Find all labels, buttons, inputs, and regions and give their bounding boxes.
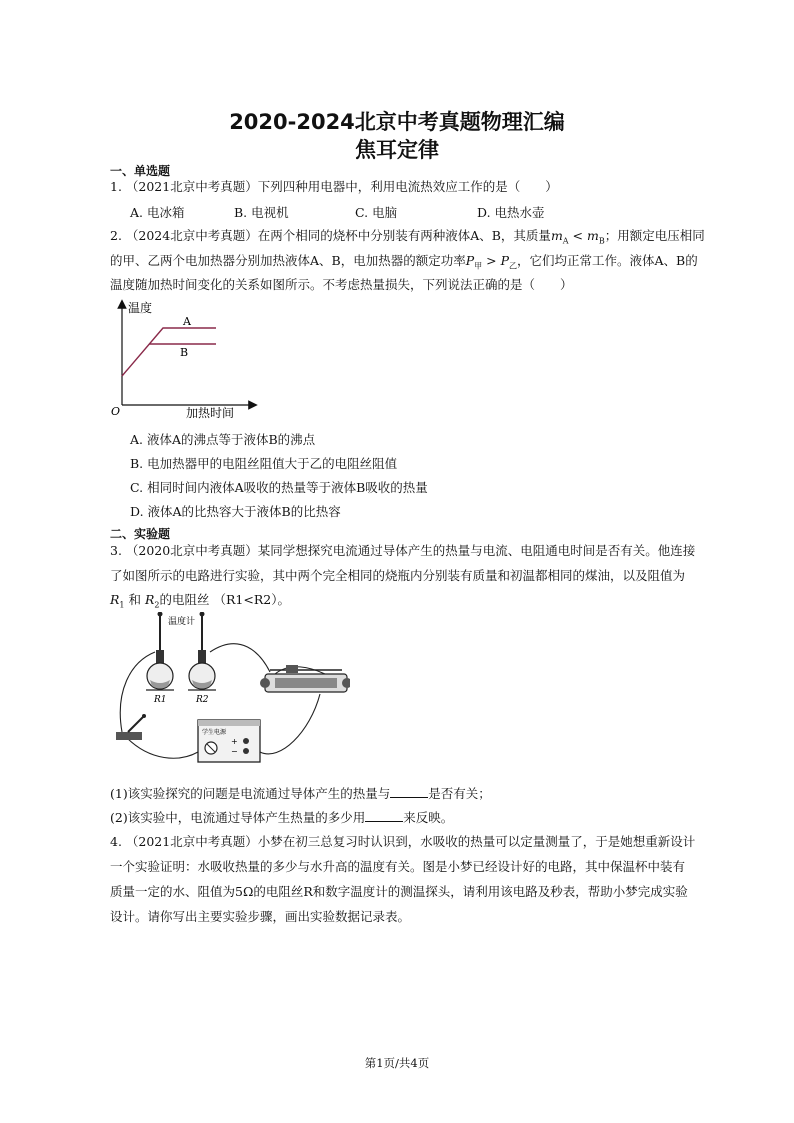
question-3-stem-line3: $R_1$ 和 $R_2$的电阻丝 （R1<R2）。	[110, 592, 290, 610]
question-3-sub1: (1)该实验探究的问题是电流通过导体产生的热量与 是否有关；	[110, 786, 491, 801]
svg-text:+: +	[231, 737, 238, 746]
question-1-stem: 1. （2021北京中考真题）下列四种用电器中，利用电流热效应工作的是（ ）	[110, 179, 558, 194]
question-3-stem-line2: 了如图所示的电路进行实验，其中两个完全相同的烧瓶内分别装有质量和初温都相同的煤油，以及阻值为	[110, 568, 686, 583]
section-heading-experiment: 二、实验题	[110, 527, 171, 541]
rheostat	[260, 665, 350, 692]
page-footer: 第1页/共4页	[364, 1056, 430, 1070]
circuit-diagram	[110, 612, 350, 770]
answer-blank-2[interactable]	[365, 809, 403, 822]
question-3-stem-line1: 3. （2020北京中考真题）某同学想探究电流通过导体产生的热量与电流、电阻通电时间是否有关。他连接	[110, 543, 696, 558]
question-4-stem-line3: 质量一定的水、阻值为5Ω的电阻丝R和数字温度计的测温探头，请利用该电路及秒表，帮助小梦完成实验	[110, 884, 688, 899]
q1-option-a: A. 电冰箱	[130, 205, 185, 220]
svg-text:−: −	[231, 747, 238, 756]
graph-label-b: B	[180, 346, 189, 359]
graph-y-label: 温度	[128, 301, 153, 315]
q1-option-c: C. 电脑	[355, 205, 398, 220]
section-heading-single-choice: 一、单选题	[110, 164, 171, 178]
q2-option-c: C. 相同时间内液体A吸收的热量等于液体B吸收的热量	[130, 480, 428, 495]
q1-option-b: B. 电视机	[234, 205, 289, 220]
power-supply	[198, 720, 260, 762]
question-3-sub2: (2)该实验中，电流通过导体产生热量的多少用 来反映。	[110, 810, 454, 825]
question-2-stem-line2: 的甲、乙两个电加热器分别加热液体A、B，电加热器的额定功率$P_甲 > P_乙$，它们均正常工作。液体A、B的	[110, 253, 698, 271]
graph-x-label: 加热时间	[186, 406, 235, 420]
page-subtitle: 焦耳定律	[355, 138, 439, 162]
q1-option-d: D. 电热水壶	[477, 205, 545, 220]
page-title: 2020-2024北京中考真题物理汇编	[229, 110, 565, 134]
graph-label-a: A	[183, 315, 191, 328]
thermometer-label: 温度计	[168, 617, 196, 627]
temperature-time-graph	[108, 298, 258, 422]
question-2-stem-line3: 温度随加热时间变化的关系如图所示。不考虑热量损失，下列说法正确的是（ ）	[110, 277, 573, 292]
q2-option-d: D. 液体A的比热容大于液体B的比热容	[130, 504, 341, 519]
answer-blank-1[interactable]	[390, 785, 428, 798]
question-4-stem-line2: 一个实验证明：水吸收热量的多少与水升高的温度有关。图是小梦已经设计好的电路，其中保温杯中装有	[110, 859, 686, 874]
curve-a	[122, 328, 216, 376]
power-supply-label: 学生电源	[202, 729, 227, 736]
r2-label: R2	[196, 695, 209, 705]
question-4-stem-line4: 设计。请你写出主要实验步骤，画出实验数据记录表。	[110, 909, 411, 924]
question-4-stem-line1: 4. （2021北京中考真题）小梦在初三总复习时认识到，水吸收的热量可以定量测量了，于是她想重新设计	[110, 834, 696, 849]
r1-label: R1	[154, 695, 167, 705]
question-2-stem-line1: 2. （2024北京中考真题）在两个相同的烧杯中分别装有两种液体A、B，其质量$m_A < m_B$；用额定电压相同	[110, 228, 705, 246]
q2-option-a: A. 液体A的沸点等于液体B的沸点	[130, 432, 316, 447]
graph-origin: O	[111, 405, 121, 418]
q2-option-b: B. 电加热器甲的电阻丝阻值大于乙的电阻丝阻值	[130, 456, 398, 471]
